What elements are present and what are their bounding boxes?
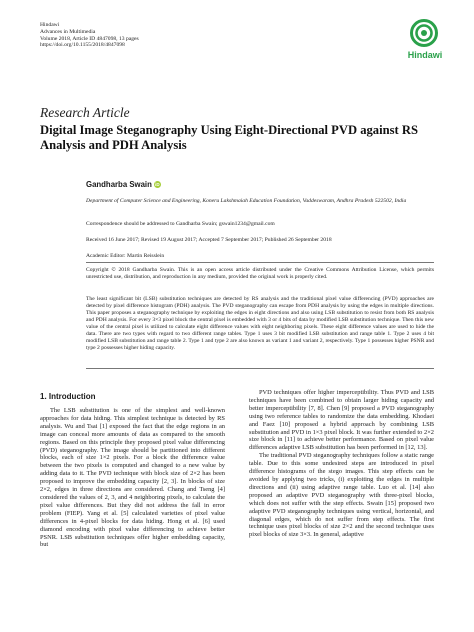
correspondence: Correspondence should be addressed to Gandharba Swain; gswain1234@gmail.com <box>86 221 275 227</box>
journal-name: Advances in Multimedia <box>40 28 96 35</box>
journal-meta <box>40 22 139 49</box>
left-column <box>40 407 225 549</box>
copyright-notice: Copyright © 2018 Gandharba Swain. This is an open access article distributed under the Creative Commons Attribution License, which permits unrestricted use, distribution, and reproduction in any medium, provided the original work is properly cited. <box>86 267 434 280</box>
journal-doi: https://doi.org/10.1155/2018/4847098 <box>40 42 125 49</box>
journal-volume: Volume 2018, Article ID 4847098, 13 pages <box>40 35 139 42</box>
divider <box>86 262 434 263</box>
author-name: Gandharba Swain <box>86 180 152 189</box>
hindawi-logo-text: Hindawi <box>407 50 443 60</box>
right-column <box>249 389 434 539</box>
academic-editor: Academic Editor: Martin Reisslein <box>86 253 165 259</box>
affiliation: Department of Computer Science and Engineering, Koneru Lakshmaiah Education Foundation, Vaddeswaram, Andhra Pradesh 522502, India <box>86 198 407 204</box>
journal-publisher: Hindawi <box>40 22 60 28</box>
paragraph: The traditional PVD steganography techniques follow a static range table. Due to this some undesired steps are introduced in pixel difference histograms of the stego images. This step effects can be avoided by applying two tricks, (i) exploiting the edges in multiple directions and (ii) using adaptive range table. Luo et al. [14] also proposed an adaptive PVD steganography with three-pixel blocks, which does not suffer with the step effects. Swain [15] proposed two adaptive PVD steganography techniques using vertical, horizontal, and diagonal edges, which do not suffer from step effects. The first technique uses pixel blocks of size 2×2 and the second technique uses pixel blocks of size 3×3. In general, adaptive <box>249 452 434 539</box>
section-heading: 1. Introduction <box>40 392 96 401</box>
divider <box>86 368 434 369</box>
orcid-icon[interactable]: iD <box>155 182 160 187</box>
author-line <box>86 180 161 189</box>
paragraph: PVD techniques offer higher imperceptibility. Thus PVD and LSB techniques have been combined to obtain larger hiding capacity and better imperceptibility [7, 8]. Chen [9] proposed a PVD steganography using two reference tables to randomize the data embedding. Khodaei and Faez [10] proposed a hybrid approach by combining LSB substitution and PVD in 1×3 pixel block. It was further extended to 2×2 size block in [11] to achieve better performance. Based on pixel value differences adaptive LSB substitution has been performed in [12, 13]. <box>249 389 434 452</box>
hindawi-logo-icon <box>410 19 438 47</box>
publication-dates: Received 16 June 2017; Revised 19 August 2017; Accepted 7 September 2017; Published 26 September 2018 <box>86 237 332 243</box>
hindawi-logo <box>402 19 448 67</box>
abstract: The least significant bit (LSB) substitution techniques are detected by RS analysis and the traditional pixel value differencing (PVD) approaches are detected by pixel difference histogram (PDH) analysis. The PVD steganography can escape from PDH analysis by using the edges in multiple directions. This paper proposes a steganography technique by exploiting the edges in eight directions and also using LSB substitution to resist from both RS analysis and PDH analysis. For every 3×3 pixel block the central pixel is embedded with 3 or 4 bits of data by modified LSB substitution technique. Then this new value of the central pixel is utilized to calculate eight difference values with eight neighboring pixels. These eight difference values are used to hide the data. There are two types with regard to two different range tables. Type 1 uses 3 bit modified LSB substitution and range table 1. Type 2 uses 4 bit modified LSB substitution and range table 2. Type 1 and type 2 are also known as variant 1 and variant 2, respectively. Type 1 possesses higher PSNR and type 2 possesses higher hiding capacity. <box>86 296 434 351</box>
article-title: Digital Image Steganography Using Eight-Directional PVD against RS Analysis and PDH Analysis <box>40 123 418 152</box>
paragraph: The LSB substitution is one of the simplest and well-known approaches for data hiding. This simplest technique is detected by RS analysis. Wu and Tsai [1] exposed the fact that the edge regions in an image can conceal more amounts of data as compared to the smooth regions. Based on this principle they proposed pixel value differencing (PVD) steganography. The image should be partitioned into different blocks, each of size 1×2 pixels. For a block the difference value between the two pixels is computed and changed to a new value by adding data to it. The PVD technique with block size of 2×2 has been proposed to improve the embedding capacity [2, 3]. In blocks of size 2×2, edges in three directions are considered. Chang and Tseng [4] considered the values of 2, 3, and 4 neighboring pixels, to calculate the pixel value differences. But they did not address the fall in error problem (FIEP). Yang et al. [5] calculated varieties of pixel value differences in 4-pixel blocks for data hiding. Hong et al. [6] used diamond encoding with pixel value differencing to achieve better PSNR. LSB substitution techniques offer higher embedding capacity, but <box>40 407 225 549</box>
article-type: Research Article <box>40 105 130 120</box>
